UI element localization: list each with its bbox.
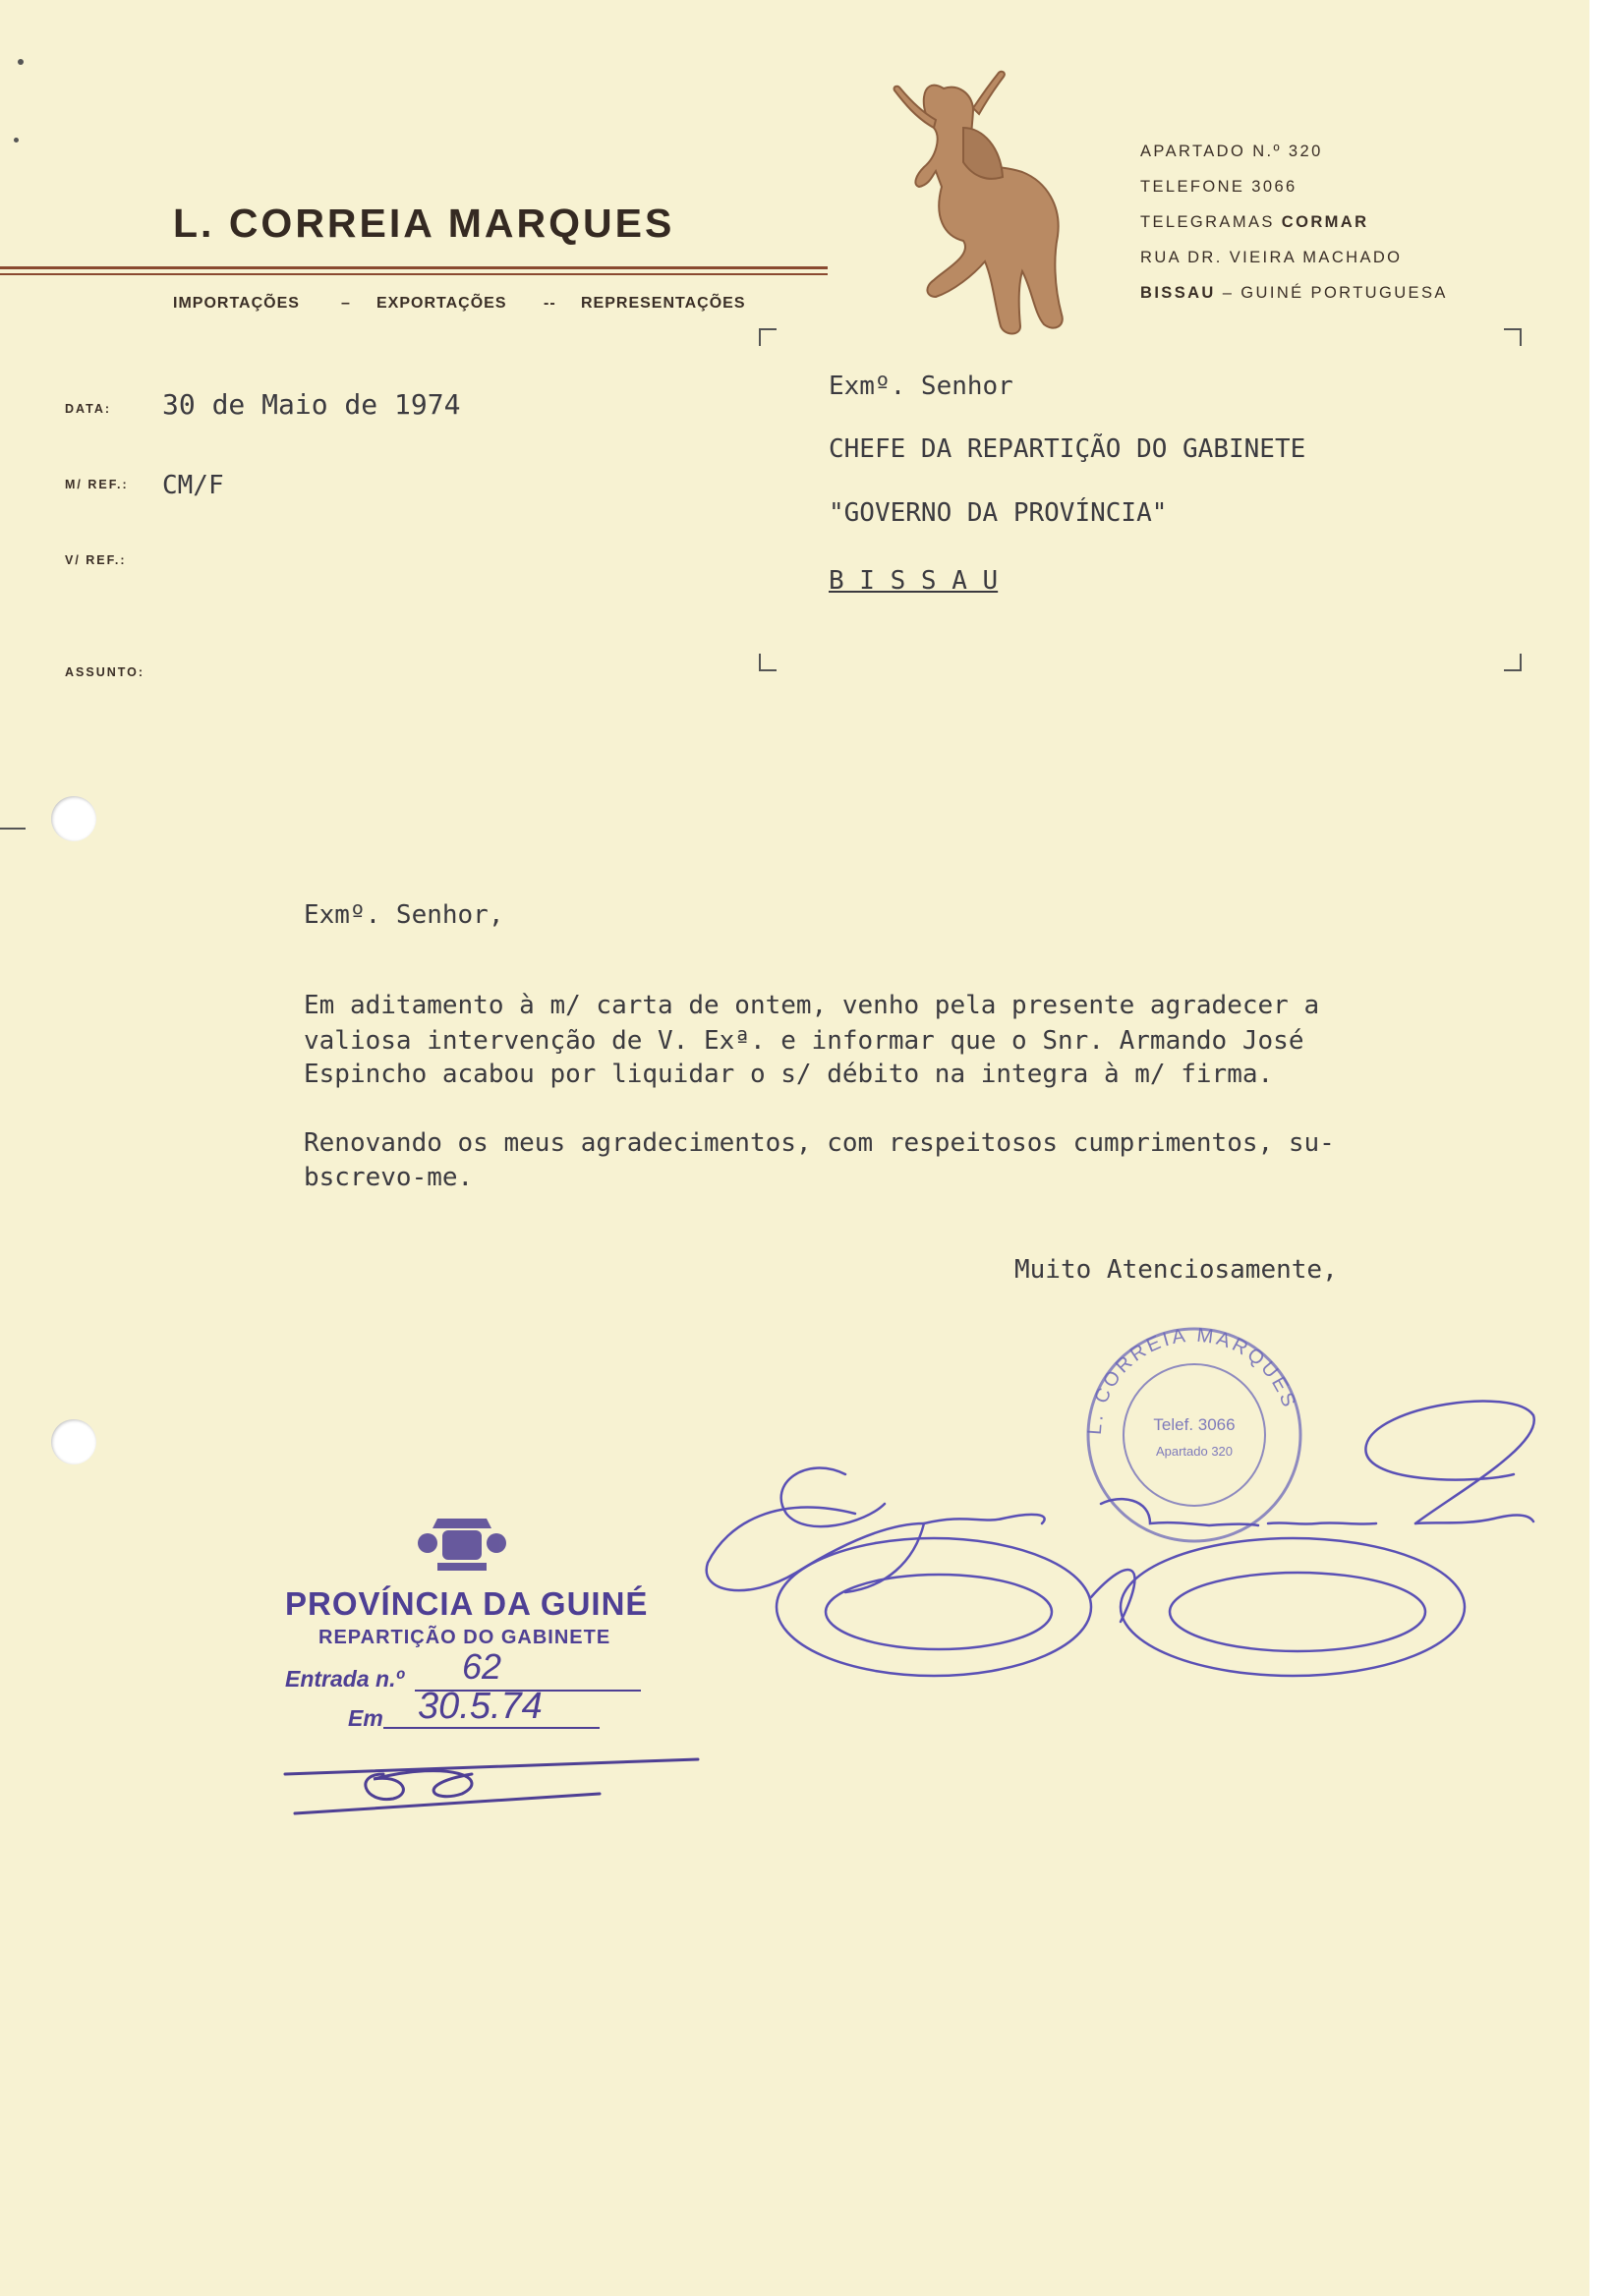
body-p1-line1: Em aditamento à m/ carta de ontem, venho pela presente agradecer a [304, 991, 1320, 1020]
entry-stamp-line1: PROVÍNCIA DA GUINÉ [285, 1585, 649, 1622]
window-mark-top-left [759, 328, 777, 346]
body-p2-line1: Renovando os meus agradecimentos, com respeitosos cumprimentos, su- [304, 1128, 1335, 1158]
telegrams-code: CORMAR [1281, 213, 1369, 231]
service-separator: -- [544, 295, 556, 312]
edge-speck [18, 59, 24, 65]
body-p1-line2: valiosa intervenção de V. Exª. e informar que o Snr. Armando José [304, 1026, 1304, 1056]
service-separator: – [341, 295, 351, 312]
letterhead-rule-thin [0, 273, 828, 275]
service-exports: EXPORTAÇÕES [376, 295, 507, 312]
date-label: DATA: [65, 402, 112, 416]
punch-hole [51, 1419, 96, 1464]
recipient-salutation: Exmº. Senhor [829, 372, 1013, 401]
entry-stamp-initials [275, 1735, 708, 1833]
recipient-line1: CHEFE DA REPARTIÇÃO DO GABINETE [829, 434, 1306, 464]
company-stamp-ring-text: L. CORREIA MARQUES [1083, 1324, 1301, 1436]
service-imports: IMPORTAÇÕES [173, 295, 300, 312]
body-p2-line2: bscrevo-me. [304, 1163, 474, 1192]
punch-hole [51, 796, 96, 841]
telegrams-label: TELEGRAMAS [1140, 213, 1275, 231]
paper-edge [1589, 0, 1615, 2296]
your-ref-label: V/ REF.: [65, 553, 127, 567]
address-city: BISSAU [1140, 284, 1216, 302]
my-ref-label: M/ REF.: [65, 478, 129, 491]
company-stamp-phone: Telef. 3066 [1153, 1415, 1236, 1434]
entry-number-label: Entrada n.º [285, 1666, 404, 1692]
window-mark-bottom-left [759, 654, 777, 671]
letterhead-rule [0, 266, 828, 269]
body-greeting: Exmº. Senhor, [304, 900, 504, 930]
address-city-line [1140, 284, 1448, 303]
company-stamp-box: Apartado 320 [1155, 1444, 1234, 1459]
body-closing: Muito Atenciosamente, [1014, 1255, 1338, 1285]
address-phone: TELEFONE 3066 [1140, 178, 1298, 196]
entry-date-value: 30.5.74 [418, 1686, 543, 1727]
recipient-line2: "GOVERNO DA PROVÍNCIA" [829, 498, 1168, 528]
window-mark-top-right [1504, 328, 1522, 346]
address-street: RUA DR. VIEIRA MACHADO [1140, 249, 1403, 266]
elephant-logo [826, 69, 1071, 364]
fold-mark [0, 828, 26, 830]
signature-text: José Soares dos Santos [698, 1386, 710, 1387]
subject-label: ASSUNTO: [65, 665, 145, 679]
address-telegrams [1140, 213, 1368, 232]
my-ref-value: CM/F [162, 471, 224, 500]
company-name: L. CORREIA MARQUES [173, 201, 675, 246]
service-representations: REPRESENTAÇÕES [581, 295, 746, 312]
address-po-box: APARTADO N.º 320 [1140, 143, 1323, 160]
entry-date-label: Em [348, 1705, 383, 1731]
entry-stamp-line2: REPARTIÇÃO DO GABINETE [318, 1627, 611, 1648]
body-p1-line3: Espincho acabou por liquidar o s/ débito na integra à m/ firma. [304, 1060, 1274, 1089]
date-value: 30 de Maio de 1974 [162, 388, 461, 421]
recipient-city: B I S S A U [829, 566, 999, 596]
address-country: – GUINÉ PORTUGUESA [1222, 284, 1448, 302]
entry-number: 62 [462, 1646, 502, 1687]
edge-speck [14, 138, 19, 143]
signature [688, 1376, 1573, 1691]
window-mark-bottom-right [1504, 654, 1522, 671]
coat-of-arms-icon [408, 1509, 516, 1578]
